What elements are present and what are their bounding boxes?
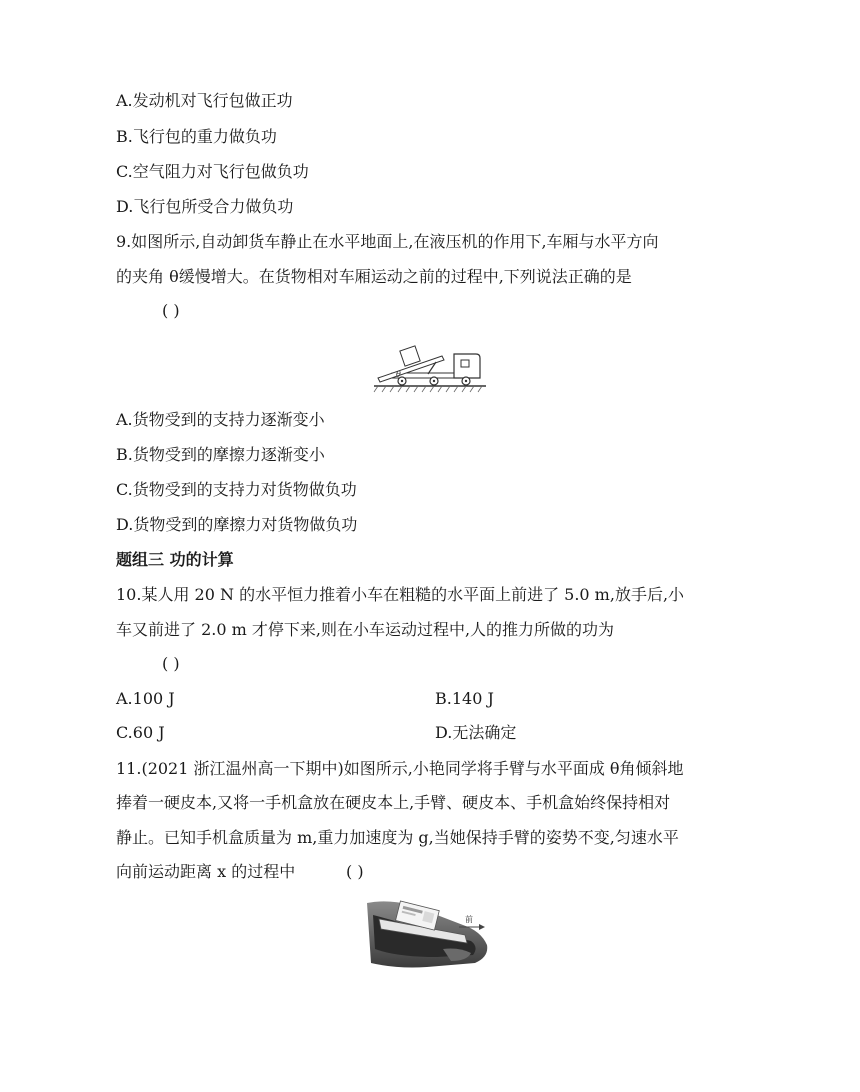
q10-option-d: D.无法确定 [435, 723, 517, 742]
q10-text-line2: 车又前进了 2.0 m 才停下来,则在小车运动过程中,人的推力所做的功为 [116, 620, 615, 639]
q10-answer-paren: ( ) [162, 654, 180, 673]
q8-option-a: A.发动机对飞行包做正功 [116, 91, 293, 110]
q11-answer-paren: ( ) [346, 862, 364, 881]
q11-text-line2: 捧着一硬皮本,又将一手机盒放在硬皮本上,手臂、硬皮本、手机盒始终保持相对 [116, 793, 671, 812]
q10-text-line1: 10.某人用 20 N 的水平恒力推着小车在粗糙的水平面上前进了 5.0 m,放手后,小 [116, 585, 685, 604]
q11-text-line4: 向前运动距离 x 的过程中 [116, 862, 296, 881]
q10-option-a: A.100 J [116, 689, 175, 708]
arm-notebook-phonebox-photo [367, 897, 491, 971]
q8-option-d: D.飞行包所受合力做负功 [116, 197, 294, 216]
q11-text-line1: 11.(2021 浙江温州高一下期中)如图所示,小艳同学将手臂与水平面成 θ角倾斜地 [116, 759, 684, 778]
q8-option-b: B.飞行包的重力做负功 [116, 127, 277, 146]
q9-text-line2: 的夹角 θ缓慢增大。在货物相对车厢运动之前的过程中,下列说法正确的是 [116, 267, 632, 286]
dump-truck-figure [372, 332, 490, 398]
theta-label: θ [396, 370, 401, 379]
forward-label: 前 [465, 915, 473, 924]
q8-option-c: C.空气阻力对飞行包做负功 [116, 162, 309, 181]
section-title: 题组三 功的计算 [116, 550, 234, 569]
q9-text-line1: 9.如图所示,自动卸货车静止在水平地面上,在液压机的作用下,车厢与水平方向 [116, 232, 659, 251]
q9-option-a: A.货物受到的支持力逐渐变小 [116, 410, 325, 429]
q10-option-c: C.60 J [116, 723, 165, 742]
q9-option-d: D.货物受到的摩擦力对货物做负功 [116, 515, 358, 534]
q10-option-b: B.140 J [435, 689, 494, 708]
q9-option-c: C.货物受到的支持力对货物做负功 [116, 480, 357, 499]
q11-text-line3: 静止。已知手机盒质量为 m,重力加速度为 g,当她保持手臂的姿势不变,匀速水平 [116, 828, 679, 847]
q9-option-b: B.货物受到的摩擦力逐渐变小 [116, 445, 325, 464]
q9-answer-paren: ( ) [162, 301, 180, 320]
